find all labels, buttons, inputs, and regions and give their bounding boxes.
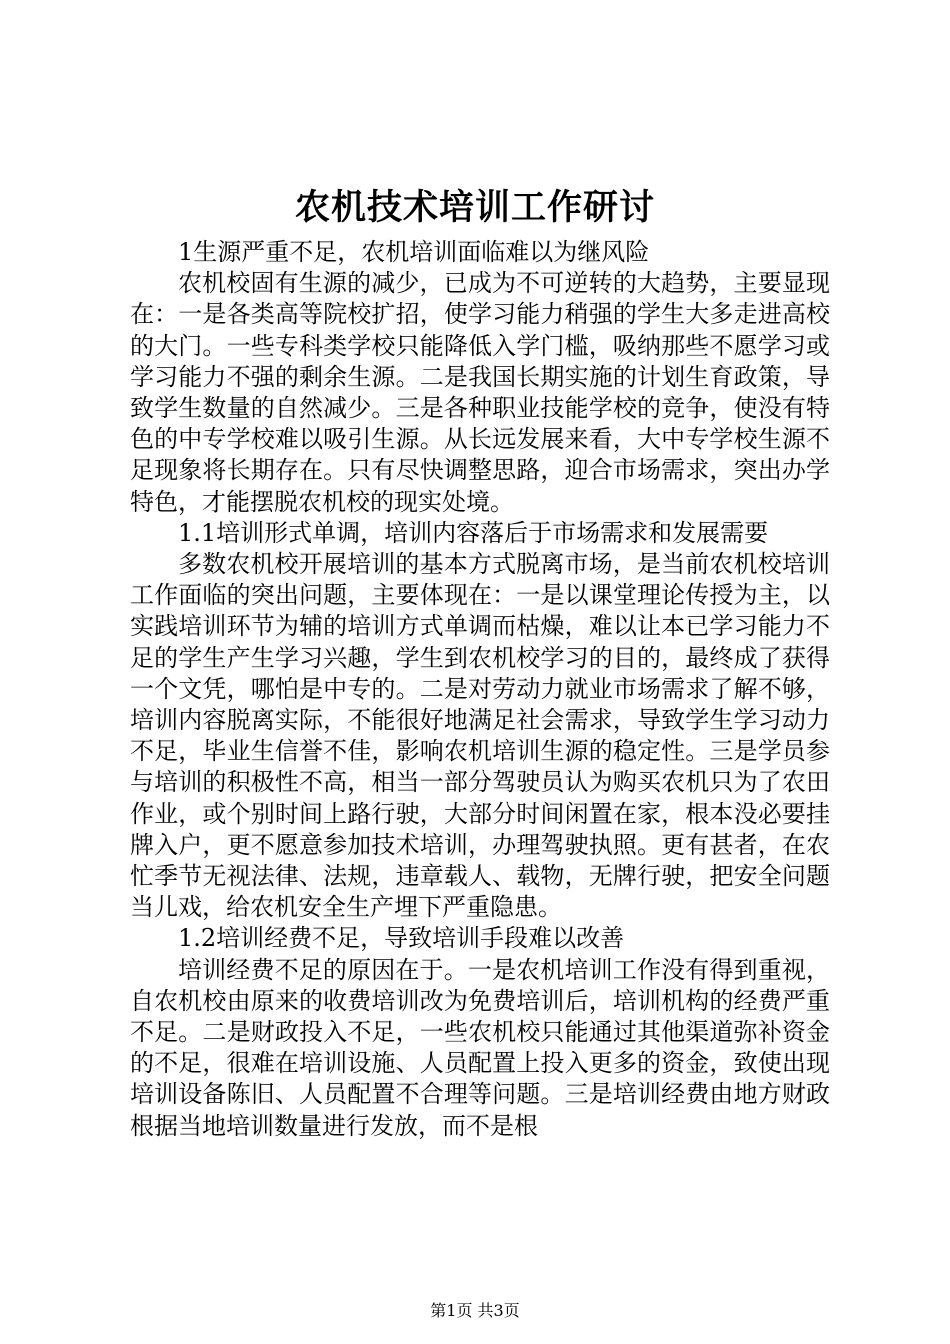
section-heading: 1生源严重不足，农机培训面临难以为继风险 [178,238,650,266]
document-body [130,237,830,1142]
page-footer: 第1页 共3页 [430,1301,520,1320]
section-heading: 1.1培训形式单调，培训内容落后于市场需求和发展需要 [178,518,769,547]
body-paragraph: 农机校固有生源的减少，已成为不可逆转的大趋势，主要显现在：一是各类高等院校扩招，使学习能力稍强的学生大多走进高校的大门。一些专科类学校只能降低入学门槛，吸纳那些不愿学习或学习能力不强的剩余生源。二是我国长期实施的计划生育政策，导致学生数量的自然减少。三是各种职业技能学校的竞争，使没有特色的中专学校难以吸引生源。从长远发展来看，大中专学校生源不足现象将长期存在。只有尽快调整思路，迎合市场需求，突出办学特色，才能摆脱农机校的现实处境。 [130,269,830,516]
document-title: 农机技术培训工作研讨 [294,187,655,228]
body-paragraph: 多数农机校开展培训的基本方式脱离市场，是当前农机校培训工作面临的突出问题，主要体现在：一是以课堂理论传授为主，以实践培训环节为辅的培训方式单调而枯燥，难以让本已学习能力不足的学生产生学习兴趣，学生到农机校学习的目的，最终成了获得一个文凭，哪怕是中专的。二是对劳动力就业市场需求了解不够，培训内容脱离实际，不能很好地满足社会需求，导致学生学习动力不足，毕业生信誉不佳，影响农机培训生源的稳定性。三是学员参与培训的积极性不高，相当一部分驾驶员认为购买农机只为了农田作业，或个别时间上路行驶，大部分时间闲置在家，根本没必要挂牌入户，更不愿意参加技术培训，办理驾驶执照。更有甚者，在农忙季节无视法律、法规，违章载人、载物，无牌行驶，把安全问题当儿戏，给农机安全生产埋下严重隐患。 [130,550,830,922]
body-paragraph: 培训经费不足的原因在于。一是农机培训工作没有得到重视，自农机校由原来的收费培训改为免费培训后，培训机构的经费严重不足。二是财政投入不足，一些农机校只能通过其他渠道弥补资金的不足，很难在培训设施、人员配置上投入更多的资金，致使出现培训设备陈旧、人员配置不合理等问题。三是培训经费由地方财政根据当地培训数量进行发放，而不是根 [130,955,830,1140]
section-heading: 1.2培训经费不足，导致培训手段难以改善 [178,924,625,953]
